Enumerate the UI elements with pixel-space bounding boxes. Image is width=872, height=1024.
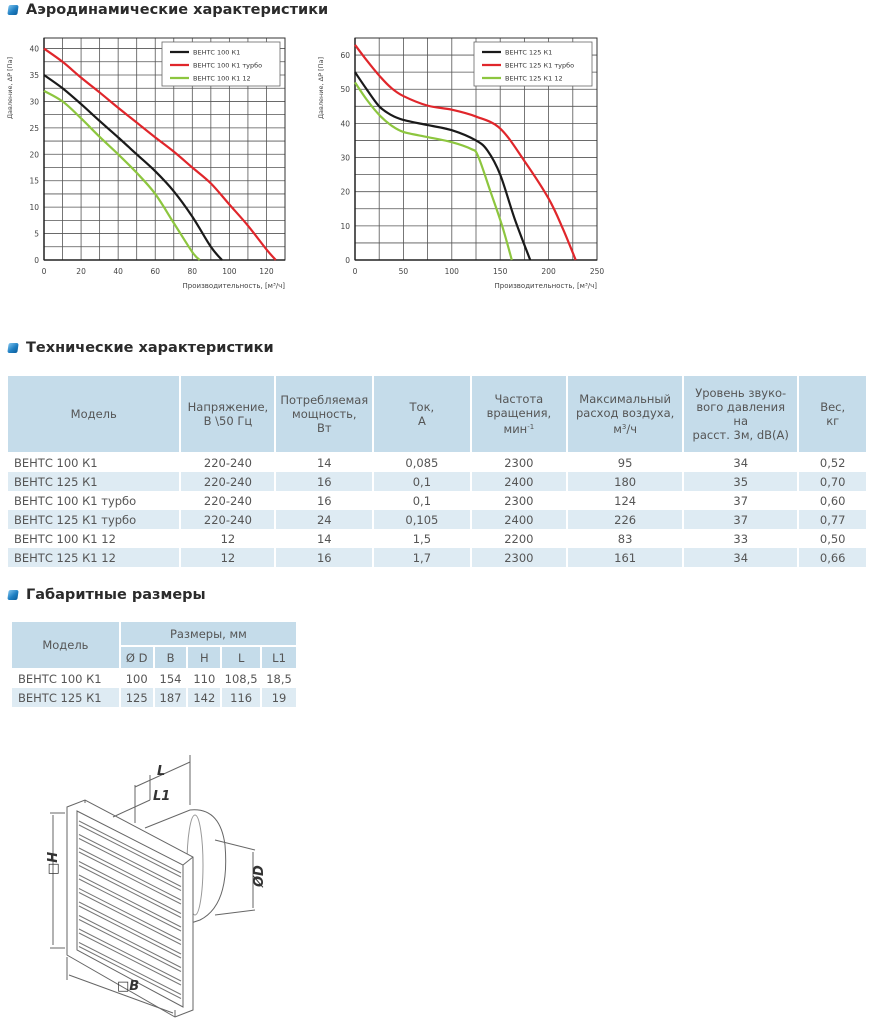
section-title-tech <box>8 340 274 356</box>
header-model: Модель <box>7 375 180 453</box>
value-cell: 37 <box>683 491 798 510</box>
value-cell: 34 <box>683 453 798 472</box>
dims-header-h: H <box>187 646 221 669</box>
x-tick-label: 0 <box>41 267 47 276</box>
value-cell: 95 <box>567 453 683 472</box>
value-cell: 0,70 <box>798 472 867 491</box>
y-tick-label: 10 <box>29 203 39 213</box>
x-axis-label: Производительность, [м³/ч] <box>494 282 597 290</box>
x-tick-label: 0 <box>352 267 358 276</box>
y-tick-label: 30 <box>340 153 350 163</box>
header-weight: Вес, кг <box>798 375 867 453</box>
dims-header-d: Ø D <box>120 646 154 669</box>
value-cell: 142 <box>187 688 221 707</box>
legend-label: ВЕНТС 100 К1 турбо <box>193 61 263 70</box>
value-cell: 16 <box>275 548 373 567</box>
header-power: Потребляемая мощность, Вт <box>275 375 373 453</box>
dim-label-B: □B <box>117 979 140 994</box>
value-cell: 116 <box>221 688 261 707</box>
dims-header-model: Модель <box>11 621 120 669</box>
y-tick-label: 40 <box>29 44 39 54</box>
section-title-dims <box>8 587 206 603</box>
y-tick-label: 20 <box>340 187 350 197</box>
value-cell: 1,7 <box>373 548 470 567</box>
section-bullet-icon <box>7 343 18 353</box>
tech-table-row <box>7 472 867 491</box>
x-axis-label: Производительность, [м³/ч] <box>182 282 285 290</box>
y-tick-label: 10 <box>340 221 350 231</box>
value-cell: 220-240 <box>180 491 275 510</box>
value-cell: 2300 <box>471 491 568 510</box>
value-cell: 35 <box>683 472 798 491</box>
tech-table <box>6 374 868 567</box>
chart-100 <box>0 30 300 295</box>
value-cell: 14 <box>275 453 373 472</box>
tech-table-row <box>7 491 867 510</box>
model-cell: ВЕНТС 125 К1 <box>7 472 180 491</box>
value-cell: 0,085 <box>373 453 470 472</box>
dim-label-H: □H <box>46 851 61 875</box>
header-airflow: Максимальный расход воздуха, $м^3/ч$ <box>567 375 683 453</box>
value-cell: 220-240 <box>180 453 275 472</box>
value-cell: 0,1 <box>373 491 470 510</box>
header-noise: Уровень звуко- вого давления на расст. 3м, dB(A) <box>683 375 798 453</box>
value-cell: 0,77 <box>798 510 867 529</box>
model-cell: ВЕНТС 125 К1 <box>11 688 120 707</box>
section-title-aero <box>8 2 328 18</box>
fan-dimension-drawing <box>45 745 285 1015</box>
value-cell: 125 <box>120 688 154 707</box>
legend-label: ВЕНТС 100 К1 <box>193 48 241 57</box>
value-cell: 1,5 <box>373 529 470 548</box>
value-cell: 100 <box>120 669 154 688</box>
dim-label-L: L <box>157 764 166 779</box>
model-cell: ВЕНТС 100 К1 турбо <box>7 491 180 510</box>
y-tick-label: 0 <box>345 256 350 265</box>
value-cell: 2200 <box>471 529 568 548</box>
value-cell: 0,50 <box>798 529 867 548</box>
value-cell: 2300 <box>471 548 568 567</box>
value-cell: 161 <box>567 548 683 567</box>
header-current: Ток, А <box>373 375 470 453</box>
legend-label: ВЕНТС 100 К1 12 <box>193 74 251 83</box>
chart-125 <box>318 30 618 295</box>
y-tick-label: 60 <box>340 51 350 61</box>
model-cell: ВЕНТС 100 К1 <box>11 669 120 688</box>
value-cell: 2300 <box>471 453 568 472</box>
x-tick-label: 20 <box>76 267 86 276</box>
value-cell: 124 <box>567 491 683 510</box>
section-title-text: Технические характеристики <box>26 340 274 356</box>
value-cell: 0,52 <box>798 453 867 472</box>
y-tick-label: 0 <box>34 256 39 265</box>
section-bullet-icon <box>7 590 18 600</box>
value-cell: 226 <box>567 510 683 529</box>
section-title-text: Аэродинамические характеристики <box>26 2 329 18</box>
value-cell: 2400 <box>471 472 568 491</box>
model-cell: ВЕНТС 125 К1 12 <box>7 548 180 567</box>
model-cell: ВЕНТС 125 К1 турбо <box>7 510 180 529</box>
value-cell: 154 <box>154 669 188 688</box>
y-axis-label: Давление, ΔP [Па] <box>317 56 325 120</box>
value-cell: 220-240 <box>180 510 275 529</box>
x-tick-label: 200 <box>541 267 556 276</box>
x-tick-label: 80 <box>187 267 198 276</box>
tech-table-row <box>7 548 867 567</box>
value-cell: 110 <box>187 669 221 688</box>
x-tick-label: 100 <box>444 267 459 276</box>
value-cell: 12 <box>180 548 275 567</box>
dims-table <box>10 620 298 707</box>
value-cell: 180 <box>567 472 683 491</box>
value-cell: 19 <box>261 688 297 707</box>
value-cell: 16 <box>275 491 373 510</box>
model-cell: ВЕНТС 100 К1 <box>7 453 180 472</box>
value-cell: 0,66 <box>798 548 867 567</box>
tech-header-row <box>7 375 867 453</box>
dim-label-L1: L1 <box>153 789 171 804</box>
legend-label: ВЕНТС 125 К1 12 <box>505 74 563 83</box>
dims-header-b: B <box>154 646 188 669</box>
y-tick-label: 25 <box>29 123 39 133</box>
y-axis-label: Давление, ΔP [Па] <box>6 56 14 120</box>
dims-table-row <box>11 669 297 688</box>
x-tick-label: 50 <box>398 267 409 276</box>
series-line <box>355 82 512 260</box>
value-cell: 2400 <box>471 510 568 529</box>
y-tick-label: 50 <box>340 85 350 95</box>
value-cell: 16 <box>275 472 373 491</box>
x-tick-label: 150 <box>493 267 508 276</box>
tech-table-row <box>7 453 867 472</box>
y-tick-label: 20 <box>29 150 39 160</box>
x-tick-label: 250 <box>589 267 605 276</box>
x-tick-label: 100 <box>222 267 237 276</box>
y-tick-label: 30 <box>29 97 39 107</box>
series-line <box>44 91 200 260</box>
section-bullet-icon <box>7 5 18 15</box>
value-cell: 18,5 <box>261 669 297 688</box>
legend-label: ВЕНТС 125 К1 <box>505 48 553 57</box>
dims-header-l: L <box>221 646 261 669</box>
dim-label-D: ØD <box>252 865 267 887</box>
dims-header-row <box>11 621 297 646</box>
x-tick-label: 120 <box>259 267 274 276</box>
y-tick-label: 15 <box>29 176 39 186</box>
value-cell: 0,1 <box>373 472 470 491</box>
value-cell: 14 <box>275 529 373 548</box>
model-cell: ВЕНТС 100 К1 12 <box>7 529 180 548</box>
value-cell: 220-240 <box>180 472 275 491</box>
legend-label: ВЕНТС 125 К1 турбо <box>505 61 575 70</box>
value-cell: 34 <box>683 548 798 567</box>
header-rpm: Частота вращения, мин$^{-1}$ <box>471 375 568 453</box>
value-cell: 0,60 <box>798 491 867 510</box>
y-tick-label: 35 <box>29 71 39 80</box>
tech-table-row <box>7 510 867 529</box>
value-cell: 33 <box>683 529 798 548</box>
x-tick-label: 40 <box>113 267 123 276</box>
value-cell: 12 <box>180 529 275 548</box>
section-title-text: Габаритные размеры <box>26 587 206 603</box>
header-voltage: Напряжение, В \50 Гц <box>180 375 275 453</box>
dims-header-group: Размеры, мм <box>120 621 297 646</box>
chart-legend <box>474 42 592 86</box>
value-cell: 0,105 <box>373 510 470 529</box>
dims-header-l1: L1 <box>261 646 297 669</box>
value-cell: 187 <box>154 688 188 707</box>
value-cell: 24 <box>275 510 373 529</box>
chart-legend <box>162 42 280 86</box>
y-tick-label: 40 <box>340 119 350 129</box>
value-cell: 37 <box>683 510 798 529</box>
y-tick-label: 5 <box>34 229 39 239</box>
x-tick-label: 60 <box>150 267 161 276</box>
dims-table-row <box>11 688 297 707</box>
tech-table-row <box>7 529 867 548</box>
value-cell: 83 <box>567 529 683 548</box>
value-cell: 108,5 <box>221 669 261 688</box>
